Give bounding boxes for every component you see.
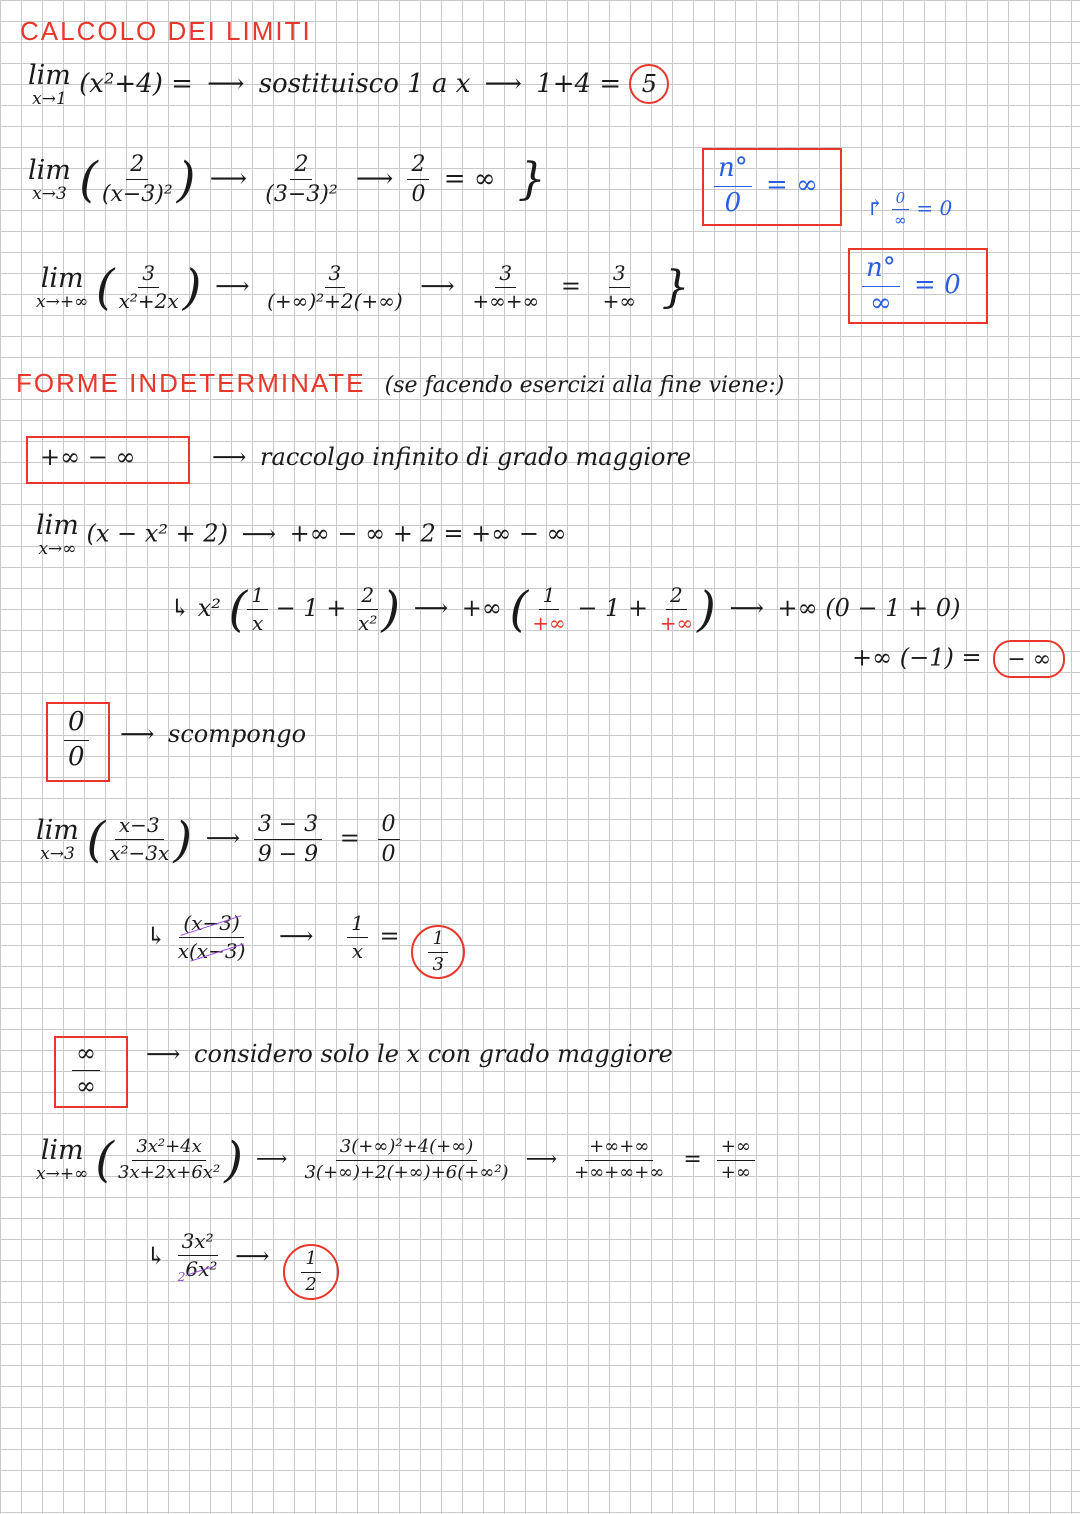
limit-expression: (x²+4) =: [79, 69, 193, 99]
fraction: $\frac{3}{+\infty}$: [602, 261, 636, 313]
result-circle: $\frac{1}{2}$: [283, 1244, 339, 1300]
arrow-icon: ⟶: [120, 720, 155, 748]
calc-text: 1+4 =: [536, 69, 622, 99]
form-description: ⟶ considero solo le x con grado maggiore: [146, 1040, 673, 1068]
fraction: $\frac{3}{\text{x²+2x}}$: [118, 261, 179, 313]
form-label: $\frac{\infty}{\infty}$: [72, 1040, 100, 1100]
limit-example-4: lim x→∞ (x − x² + 2) ⟶ +∞ − ∞ + 2 = +∞ − ∞: [36, 510, 567, 559]
limit-example-1: [28, 62, 669, 108]
brace: }: [661, 262, 690, 313]
factor-step: ↳ $\frac{(x-3)}{x(x-3)}$ ⟶ $\frac{1}{x}$ = $\frac{1}{3}$: [146, 912, 465, 979]
corner-arrow-icon: ↱: [866, 195, 885, 221]
arrow-icon: ⟶: [215, 272, 250, 300]
limit-example-3: lim x→+∞ ( $\frac{3}{\text{x²+2x}}$ ) ⟶ $\frac{3}{\text{(+∞)²+2(+∞)}}$ ⟶ $\frac{3}{+\infty+\infty}$ = $\frac{3}{+\infty}$ }: [36, 259, 690, 316]
arrow-icon: ⟶: [207, 69, 245, 99]
arrow-icon: ⟶: [209, 163, 247, 194]
form-description: ⟶ raccolgo infinito di grado maggiore: [212, 443, 692, 471]
arrow-icon: ⟶: [355, 163, 394, 194]
section-note: (se facendo esercizi alla fine viene:): [384, 373, 785, 398]
arrow-icon: ⟶: [255, 1147, 288, 1172]
note-zero-over-inf: ↱ $\frac{0}{\infty}$ = 0: [866, 189, 953, 230]
page-title: CALCOLO DEI LIMITI: [20, 16, 312, 46]
hook-arrow-icon: ↳: [170, 594, 191, 622]
brace: }: [517, 154, 546, 206]
result-circle: $\frac{1}{3}$: [411, 925, 465, 979]
hook-arrow-icon: ↳: [146, 922, 167, 950]
limit-example-2: lim x→3 ( $\frac{2}{\text{(x−3)²}}$ ) ⟶ $\frac{2}{\text{(3−3)²}}$ ⟶ $\frac{2}{0}$ = ∞ }: [28, 151, 546, 208]
lim-operator: lim x→∞: [36, 510, 79, 559]
arrow-icon: ⟶: [413, 594, 449, 622]
lim-operator: lim x→+∞: [36, 262, 89, 312]
arrow-icon: ⟶: [212, 443, 247, 471]
lim-operator: lim x→3: [28, 154, 71, 204]
lim-operator: lim x→3: [36, 814, 79, 864]
factor-step: ↳ $\frac{\text{3x²}}{_26x^2}$ ⟶ $\frac{1}{2}$: [146, 1230, 339, 1300]
limit-example-5: lim x→3 ( $\frac{x-3}{\text{x²−3x}}$ ) ⟶ $\frac{3 - 3}{9 - 9}$ = $\frac{0}{0}$: [36, 812, 400, 868]
result-circle: 5: [629, 64, 669, 104]
arrow-icon: ⟶: [146, 1040, 181, 1068]
hook-arrow-icon: ↳: [146, 1241, 167, 1270]
arrow-icon: ⟶: [525, 1147, 558, 1172]
limit-example-6: lim x→+∞ ( $\frac{\text{3x²+4x}}{\text{3x+2x+6x²}}$ ) ⟶ $\frac{\text{3(+∞)²+4(+∞)}}{\text{3(+∞)+2(+∞)+6(+∞²)}}$ ⟶ $\frac{+\infty+\infty}{+\infty+\infty+\infty}$ = $\frac{+\infty}{+\infty}$: [36, 1136, 755, 1184]
result-text: = ∞: [443, 163, 496, 194]
arrow-icon: ⟶: [484, 69, 522, 99]
section-header: [16, 368, 784, 399]
final-step: +∞ (−1) = − ∞: [852, 640, 1065, 678]
result-circle: − ∞: [993, 640, 1065, 678]
fraction: $\frac{2}{\text{(x−3)²}}$: [101, 152, 173, 208]
form-description: ⟶ scompongo: [120, 720, 307, 748]
rule-n-over-inf: $\frac{n^\circ}{\infty}$ = 0: [862, 254, 961, 319]
fraction: $\frac{3}{\text{(+∞)²+2(+∞)}}$: [267, 261, 403, 313]
arrow-icon: ⟶: [241, 519, 276, 548]
section-title: FORME INDETERMINATE: [16, 368, 366, 398]
fraction: $\frac{2}{\text{(3−3)²}}$: [265, 152, 338, 208]
lim-operator: lim x→1: [28, 60, 71, 109]
rule-n-over-zero: $\frac{n^\circ}{0}$ = ∞: [714, 154, 818, 219]
arrow-icon: ⟶: [729, 594, 764, 622]
step-text: sostituisco 1 a x: [258, 69, 471, 99]
fraction: $\frac{3}{+\infty+\infty}$: [472, 261, 540, 313]
arrow-icon: ⟶: [205, 824, 241, 853]
arrow-icon: ⟶: [279, 922, 314, 950]
factor-step: ↳ x² ( $\frac{1}{x}$ − 1 + $\frac{2}{\text{x²}}$ ) ⟶ +∞ ( $\frac{1}{+\infty}$ − 1 + $\frac{2}{+\infty}$ ) ⟶ +∞ (0 − 1 + 0): [170, 581, 961, 638]
arrow-icon: ⟶: [420, 272, 455, 300]
lim-operator: lim x→+∞: [36, 1135, 89, 1184]
fraction: $\frac{2}{0}$: [407, 152, 429, 208]
form-label: +∞ − ∞: [40, 443, 136, 471]
form-label: $\frac{0}{0}$: [64, 708, 89, 773]
arrow-icon: ⟶: [235, 1241, 270, 1270]
